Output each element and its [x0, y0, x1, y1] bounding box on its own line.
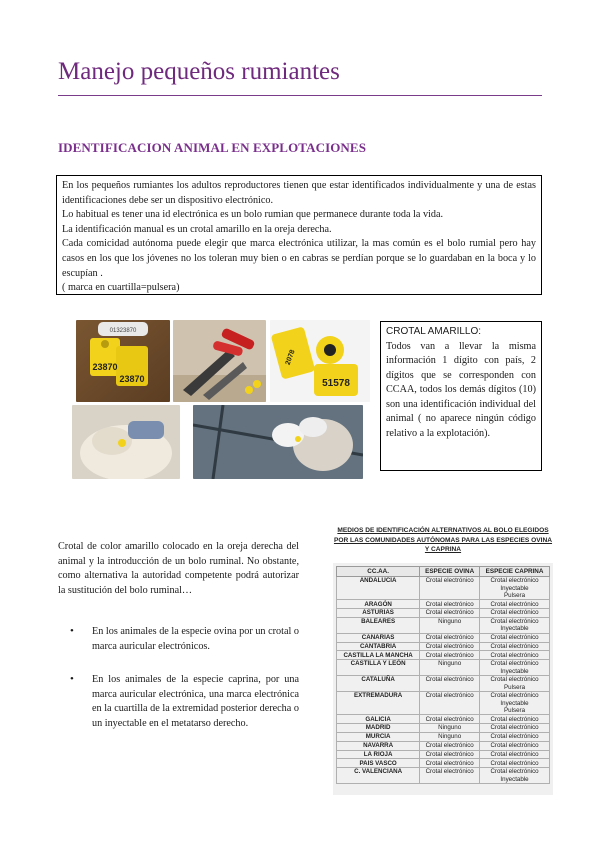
tag-number-label: 51578: [322, 378, 350, 389]
intro-paragraph: Cada comicidad autónoma puede elegir que marca electrónica utilizar, la mas común es el bolo rumial pero hay casos en los que los jóvenes no los toleran muy bien o en cabras se perdían porque se lo guardaban en la boca y lo escupían .: [62, 238, 536, 279]
table-row: [337, 715, 550, 724]
table-row: [337, 692, 550, 715]
ovina-cell: Crotal electrónico: [420, 692, 480, 715]
table-header-row: [337, 567, 550, 577]
intro-box: [56, 175, 542, 295]
gloved-hands-photo: [193, 405, 363, 479]
caprina-cell: Crotal electrónico: [480, 732, 550, 741]
table-row: [337, 577, 550, 600]
column-header: CC.AA.: [337, 567, 420, 577]
region-cell: CATALUÑA: [337, 676, 420, 692]
caprina-cell: Crotal electrónico Inyectable: [480, 617, 550, 633]
ovina-cell: Ninguno: [420, 660, 480, 676]
ovina-cell: Crotal electrónico: [420, 633, 480, 642]
region-cell: BALEARES: [337, 617, 420, 633]
caprina-cell: Crotal electrónico: [480, 759, 550, 768]
region-cell: CANARIAS: [337, 633, 420, 642]
table-row: [337, 676, 550, 692]
region-cell: LA RIOJA: [337, 750, 420, 759]
table-row: [337, 768, 550, 784]
ovina-cell: Ninguno: [420, 617, 480, 633]
crotal-info-box: [380, 321, 542, 471]
tag-side-label: 2078: [284, 348, 297, 367]
table-row: [337, 600, 550, 609]
ovina-cell: Crotal electrónico: [420, 741, 480, 750]
tag-number-label: 23870: [119, 374, 145, 384]
caprina-cell: Crotal electrónico Inyectable: [480, 768, 550, 784]
ovina-cell: Crotal electrónico: [420, 577, 480, 600]
region-cell: MURCIA: [337, 732, 420, 741]
table-row: [337, 724, 550, 733]
table-title: MEDIOS DE IDENTIFICACIÓN ALTERNATIVOS AL BOLO ELEGIDOS POR LAS COMUNIDADES AUTÓNOMAS PARA LAS ESPECIES OVINA Y CAPRINA: [333, 527, 553, 553]
table-row: [337, 633, 550, 642]
identification-table-image: [333, 563, 553, 795]
identification-table: [336, 566, 550, 784]
caprina-cell: Crotal electrónico Inyectable: [480, 660, 550, 676]
column-header: ESPECIE OVINA: [420, 567, 480, 577]
section-heading: IDENTIFICACION ANIMAL EN EXPLOTACIONES: [58, 140, 367, 155]
caprina-cell: Crotal electrónico: [480, 600, 550, 609]
region-cell: EXTREMADURA: [337, 692, 420, 715]
column-header: ESPECIE CAPRINA: [480, 567, 550, 577]
caprina-cell: Crotal electrónico: [480, 715, 550, 724]
caprina-cell: Crotal electrónico: [480, 642, 550, 651]
table-row: [337, 642, 550, 651]
region-cell: GALICIA: [337, 715, 420, 724]
crotal-heading: CROTAL AMARILLO:: [386, 326, 482, 337]
table-row: [337, 741, 550, 750]
table-row: [337, 617, 550, 633]
bullet-glyph: •: [70, 673, 74, 685]
region-cell: NAVARRA: [337, 741, 420, 750]
region-cell: C. VALENCIANA: [337, 768, 420, 784]
region-cell: ARAGÓN: [337, 600, 420, 609]
bullet-glyph: •: [70, 625, 74, 637]
ovina-cell: Crotal electrónico: [420, 759, 480, 768]
region-cell: PAIS VASCO: [337, 759, 420, 768]
ovina-cell: Crotal electrónico: [420, 651, 480, 660]
ovina-cell: Ninguno: [420, 732, 480, 741]
yellow-tags-photo: [270, 320, 370, 402]
table-row: [337, 609, 550, 618]
region-cell: CASTILLA Y LEÓN: [337, 660, 420, 676]
ovina-cell: Crotal electrónico: [420, 600, 480, 609]
crotal-text: Todos van a llevar la misma información 1 dígito con país, 2 dígitos que se corresponden con CCAA, todos los demás dígitos (10) son una identificación individual del animal ( no aparece ningún código relativo a la explotación).: [386, 340, 536, 439]
ovina-cell: Crotal electrónico: [420, 676, 480, 692]
ovina-cell: Ninguno: [420, 724, 480, 733]
caprina-cell: Crotal electrónico: [480, 750, 550, 759]
table-row: [337, 660, 550, 676]
title-divider: [58, 95, 542, 96]
table-row: [337, 750, 550, 759]
caprina-cell: Crotal electrónico: [480, 609, 550, 618]
tag-number-label: 23870: [92, 362, 118, 372]
table-row: [337, 651, 550, 660]
applicator-photo: [173, 320, 266, 402]
region-cell: ASTURIAS: [337, 609, 420, 618]
ovina-cell: Crotal electrónico: [420, 768, 480, 784]
caprina-cell: Crotal electrónico: [480, 633, 550, 642]
intro-paragraph: La identificación manual es un crotal amarillo en la oreja derecha.: [62, 223, 332, 235]
caprina-cell: Crotal electrónico: [480, 724, 550, 733]
ovina-cell: Crotal electrónico: [420, 715, 480, 724]
intro-paragraph: ( marca en cuartilla=pulsera): [62, 282, 180, 294]
region-cell: CANTABRIA: [337, 642, 420, 651]
region-cell: CASTILLA LA MANCHA: [337, 651, 420, 660]
page-title: Manejo pequeños rumiantes: [58, 58, 340, 85]
ear-tags-photo: [76, 320, 170, 402]
alternative-paragraph: Crotal de color amarillo colocado en la oreja derecha del animal y la introducción de un bolo ruminal. No obstante, como alternativa la autoridad competente podrá autorizar la sustitución del bolo ruminal…: [58, 541, 299, 596]
ovina-cell: Crotal electrónico: [420, 609, 480, 618]
ovina-cell: Crotal electrónico: [420, 750, 480, 759]
caprina-cell: Crotal electrónico Pulsera: [480, 676, 550, 692]
caprina-cell: Crotal electrónico Inyectable Pulsera: [480, 692, 550, 715]
bullet-caprina: En los animales de la especie caprina, por una marca auricular electrónica, una marca electrónica en la cuartilla de la extremidad posterior derecha o un inyectable en el metatarso derecho.: [92, 674, 299, 729]
region-cell: ANDALUCIA: [337, 577, 420, 600]
tag-code-label: 01323870: [109, 328, 137, 334]
ovina-cell: Crotal electrónico: [420, 642, 480, 651]
tagging-ear-photo: [72, 405, 180, 479]
caprina-cell: Crotal electrónico: [480, 651, 550, 660]
intro-paragraph: Lo habitual es tener una id electrónica es un bolo rumian que permanece durante toda la vida.: [62, 209, 444, 221]
table-row: [337, 759, 550, 768]
region-cell: MADRID: [337, 724, 420, 733]
caprina-cell: Crotal electrónico: [480, 741, 550, 750]
table-row: [337, 732, 550, 741]
intro-paragraph: En los pequeños rumiantes los adultos reproductores tienen que estar identificados individualmente y una de estas identificaciones debe ser un dispositivo electrónico.: [62, 180, 536, 206]
caprina-cell: Crotal electrónico Inyectable Pulsera: [480, 577, 550, 600]
bullet-ovina: En los animales de la especie ovina por un crotal o marca auricular electrónicos.: [92, 626, 299, 652]
